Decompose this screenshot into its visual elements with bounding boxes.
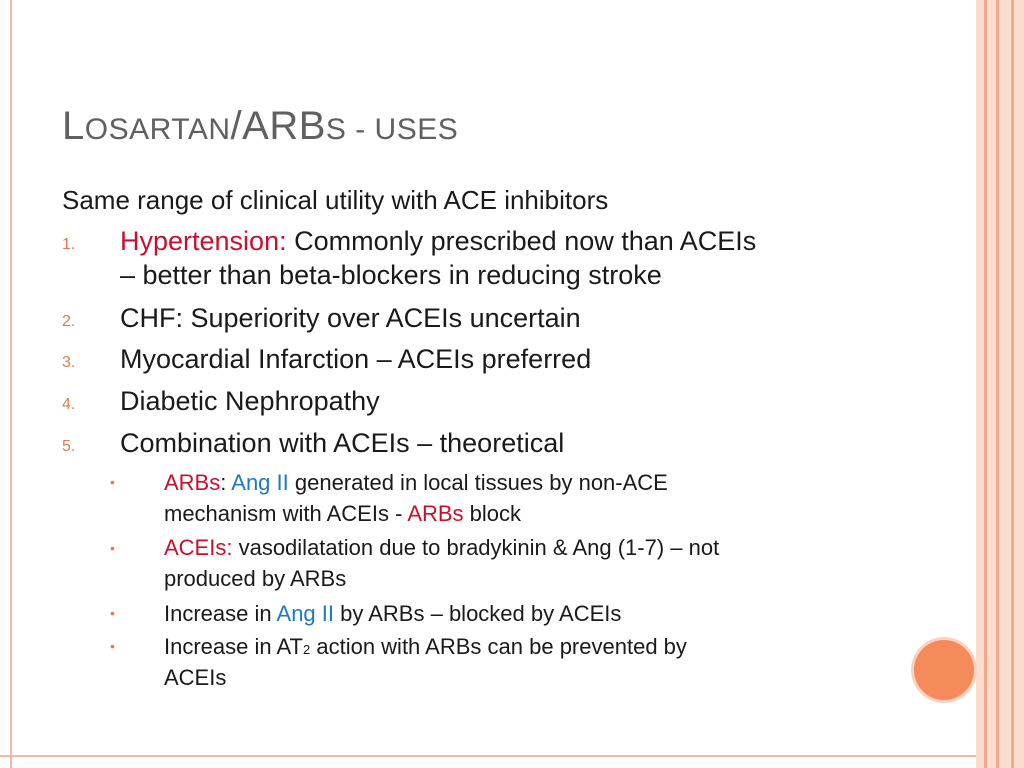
sub-text: Increase in AT xyxy=(164,634,303,659)
list-item-nephropathy: Diabetic Nephropathy xyxy=(120,386,380,416)
list-number: 4. xyxy=(62,396,76,413)
sub-text: block xyxy=(463,501,522,526)
title-part: ARB xyxy=(242,104,326,148)
sub-text: action with ARBs can be prevented by xyxy=(310,634,687,659)
sub-highlight: ARBs xyxy=(164,470,221,495)
decor-stripe xyxy=(1014,0,1024,768)
list-number: 2. xyxy=(62,313,76,330)
bullet-icon: • xyxy=(110,638,115,654)
sub-text: Increase in xyxy=(164,601,277,626)
sub-highlight: ARBs xyxy=(407,501,464,526)
sub-text: generated in local tissues by non-ACE xyxy=(288,470,668,495)
title-part: / xyxy=(230,104,243,148)
sub-item-aceis-line2: produced by ARBs xyxy=(164,566,347,591)
sub-highlight: ACEIs: xyxy=(164,535,233,560)
list-number: 3. xyxy=(62,354,76,371)
sub-item-arbs-line2 xyxy=(164,498,521,529)
frame-bottom-line xyxy=(0,755,1024,757)
list-item-line2: – better than beta-blockers in reducing stroke xyxy=(120,260,662,290)
title-part: S - USES xyxy=(325,113,459,146)
sub-text: mechanism with ACEIs - xyxy=(164,501,408,526)
sub-item-arbs xyxy=(164,467,668,498)
bullet-icon: • xyxy=(110,474,115,490)
decor-circle xyxy=(914,640,974,700)
bullet-icon: • xyxy=(110,540,115,556)
decor-stripe xyxy=(976,0,984,768)
list-item-combination: Combination with ACEIs – theoretical xyxy=(120,428,565,458)
sub-subscript: 2 xyxy=(303,642,311,657)
list-number: 1. xyxy=(62,236,76,253)
bullet-icon: • xyxy=(110,605,115,621)
frame-left-line xyxy=(10,0,12,768)
sub-item-increase-angii xyxy=(164,598,621,629)
decor-stripe xyxy=(987,0,996,768)
decor-stripe xyxy=(999,0,1011,768)
slide-title xyxy=(62,104,458,149)
list-item-mi: Myocardial Infarction – ACEIs preferred xyxy=(120,344,592,374)
list-item-chf: CHF: Superiority over ACEIs uncertain xyxy=(120,303,581,333)
list-item-hypertension xyxy=(120,224,756,258)
title-part: L xyxy=(62,104,85,148)
list-number: 5. xyxy=(62,438,76,455)
item-text: Commonly prescribed now than ACEIs xyxy=(286,226,757,256)
sub-text: : xyxy=(220,470,232,495)
item-highlight: Hypertension: xyxy=(120,226,287,256)
sub-highlight: Ang II xyxy=(276,601,334,626)
sub-text: vasodilatation due to bradykinin & Ang (1-7) – not xyxy=(232,535,720,560)
title-part: OSARTAN xyxy=(84,113,231,146)
sub-item-aceis xyxy=(164,532,719,563)
intro-text: Same range of clinical utility with ACE inhibitors xyxy=(62,185,609,215)
sub-item-at2 xyxy=(164,631,687,665)
sub-item-at2-line2: ACEIs xyxy=(164,665,227,690)
sub-highlight: Ang II xyxy=(231,470,289,495)
sub-text: by ARBs – blocked by ACEIs xyxy=(334,601,622,626)
